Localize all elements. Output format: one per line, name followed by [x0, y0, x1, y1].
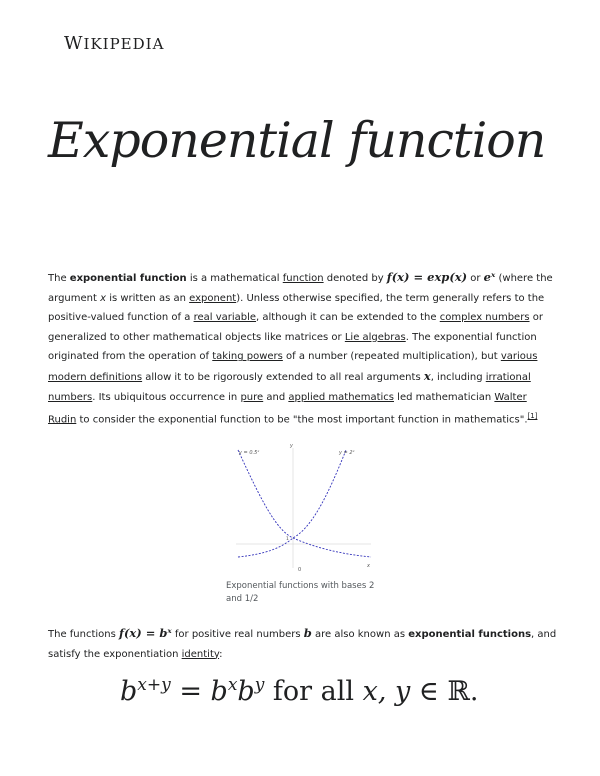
formula-period: .	[469, 676, 479, 707]
text: The	[48, 273, 70, 284]
text: and	[263, 391, 289, 403]
formula-exponent: x+y	[137, 675, 171, 695]
figure-caption: Exponential functions with bases 2 and 1/2	[226, 581, 375, 604]
bold-term: exponential function	[69, 273, 187, 284]
formula-exponent: x	[227, 675, 238, 695]
link-exponent[interactable]: exponent	[189, 292, 237, 304]
text: , and satisfy the exponentiation	[48, 629, 557, 660]
curve-base-two	[238, 450, 346, 557]
exponential-figure[interactable]	[226, 440, 376, 575]
text: or generalized to other mathematical objects like matrices or	[48, 312, 543, 343]
text: for positive real numbers	[171, 629, 304, 640]
functions-paragraph	[48, 624, 558, 664]
text: , including	[430, 371, 486, 383]
formula-base: b	[120, 676, 138, 707]
text: are also known as	[311, 629, 409, 640]
text: . Its ubiquitous occurrence in	[92, 391, 241, 403]
page-title: Exponential function	[48, 112, 546, 169]
text: (where the argument	[48, 273, 553, 304]
text: to consider the exponential function to be "the most important function in mathematics".	[76, 414, 528, 426]
link-identity[interactable]: identity	[181, 648, 220, 660]
link-applied-mathematics[interactable]: applied mathematics	[288, 391, 394, 403]
text: denoted by	[323, 273, 387, 284]
math-b: b	[303, 626, 312, 640]
curve-base-half	[238, 450, 371, 557]
text: , although it can be extended to the	[256, 312, 440, 324]
label-one: 1	[286, 537, 289, 542]
formula-in: ∈	[410, 676, 448, 707]
text: The functions	[48, 629, 120, 640]
formula-vars: x, y	[362, 676, 411, 707]
link-real-variable[interactable]: real variable	[193, 312, 257, 324]
math-fx-exp: f(x) = exp(x)	[386, 270, 468, 284]
link-irrational-numbers[interactable]: irrational numbers	[48, 371, 531, 403]
exponent-identity-formula	[120, 675, 478, 707]
link-pure[interactable]: pure	[240, 391, 264, 403]
citation-ref[interactable]: [1]	[527, 412, 538, 421]
text: is a mathematical	[186, 273, 283, 284]
text: of a number (repeated multiplication), but	[282, 351, 501, 363]
formula-base: b	[210, 676, 228, 707]
text: is written as an	[106, 292, 190, 304]
logo-first-letter: W	[64, 33, 84, 54]
formula-equals: =	[170, 676, 211, 707]
math-f-bx: f(x) = bˣ	[119, 626, 172, 640]
text: allow it to be rigorously extended to all real arguments	[142, 371, 424, 383]
bold-term: exponential functions	[408, 629, 532, 640]
wikipedia-logo[interactable]	[64, 33, 164, 54]
label-left-curve: y = 0.5ˣ	[239, 450, 260, 456]
label-zero: 0	[298, 567, 302, 573]
formula-exponent: y	[254, 675, 265, 695]
link-function[interactable]: function	[282, 273, 324, 284]
link-various-definitions[interactable]: various modern definitions	[48, 351, 538, 383]
link-walter-rudin[interactable]: Walter Rudin	[48, 391, 527, 426]
link-lie-algebras[interactable]: Lie algebras	[344, 331, 406, 343]
label-y: y	[290, 443, 293, 449]
logo-rest: IKIPEDIA	[83, 35, 165, 53]
text: ). Unless otherwise specified, the term generally refers to the positive-valued function of a	[48, 292, 545, 324]
math-x: x	[100, 292, 107, 304]
formula-real-set: ℝ	[447, 676, 470, 707]
text: or	[467, 273, 484, 284]
math-x: x	[423, 368, 431, 383]
intro-paragraph	[48, 268, 558, 430]
label-x: x	[367, 563, 370, 569]
exponential-plot	[226, 440, 376, 575]
text: . The exponential function originated from the operation of	[48, 331, 537, 363]
math-ex: eˣ	[483, 270, 496, 284]
text: :	[219, 648, 223, 660]
link-taking-powers[interactable]: taking powers	[212, 351, 283, 363]
formula-for-all: for all	[264, 676, 363, 707]
formula-base: b	[237, 676, 255, 707]
text: led mathematician	[393, 391, 495, 403]
label-right-curve: y = 2ˣ	[339, 450, 355, 456]
link-complex-numbers[interactable]: complex numbers	[439, 312, 530, 324]
